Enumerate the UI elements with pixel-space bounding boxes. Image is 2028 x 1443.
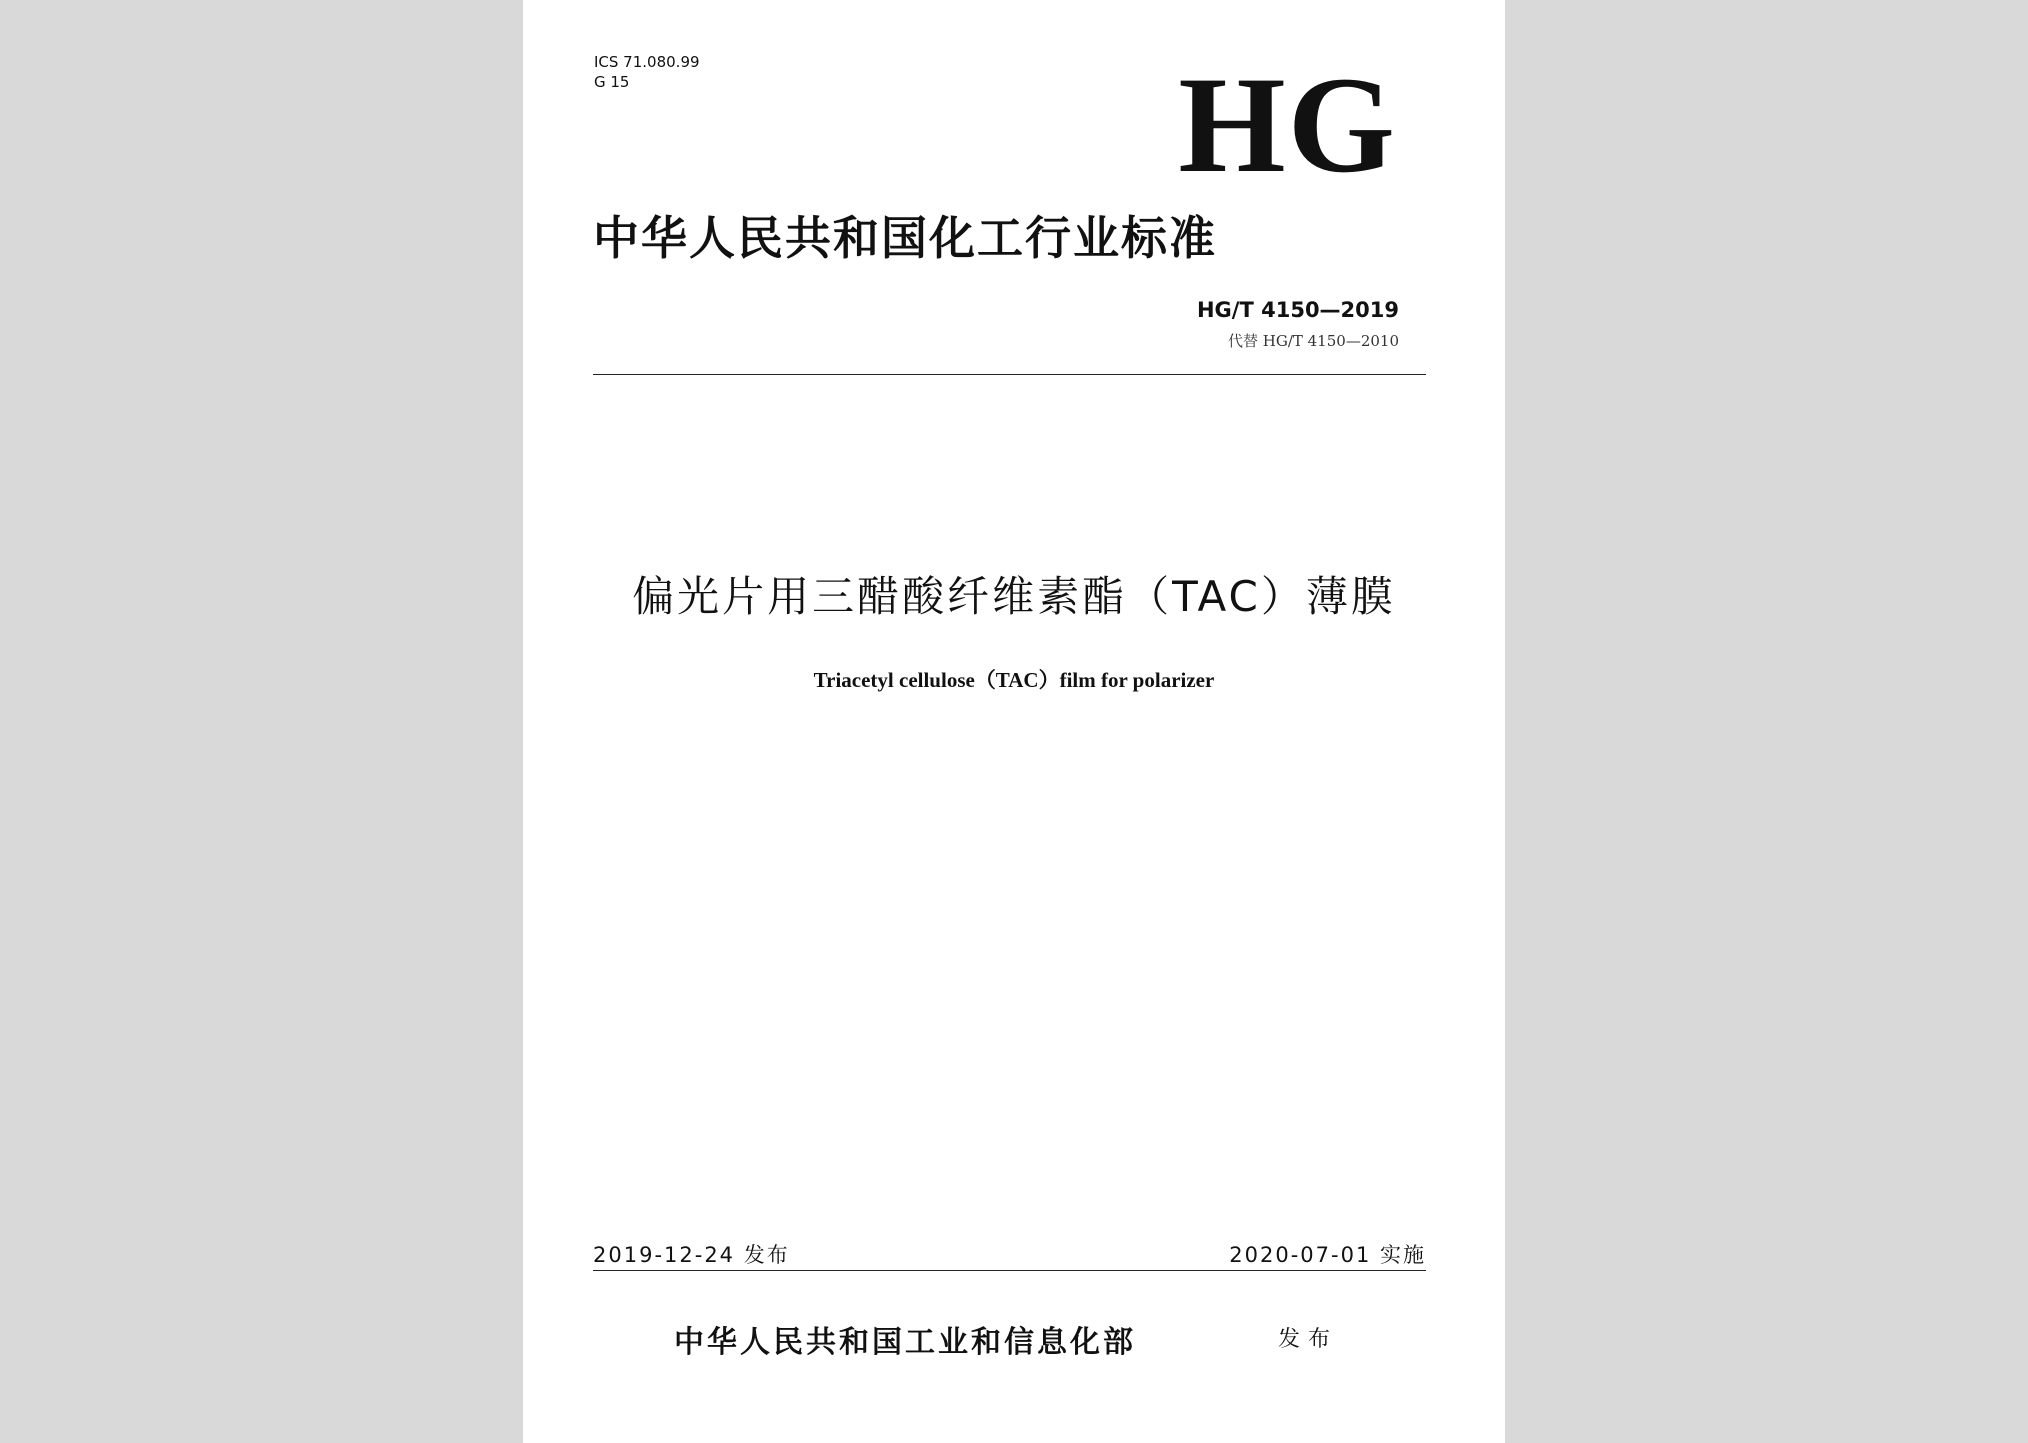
classification-codes <box>594 52 700 92</box>
standard-type-title: 中华人民共和国化工行业标准 <box>593 211 1217 265</box>
header-divider <box>593 374 1426 375</box>
publisher-name: 中华人民共和国工业和信息化部 <box>674 1325 1136 1360</box>
publisher-action: 发布 <box>1278 1327 1339 1352</box>
footer-divider <box>593 1270 1426 1271</box>
replaces-standard: 代替 HG/T 4150—2010 <box>1227 332 1399 350</box>
hg-logo: HG <box>1178 48 1397 201</box>
ics-code: ICS 71.080.99 <box>594 53 700 71</box>
implementation-date: 2020-07-01 实施 <box>1229 1243 1426 1267</box>
issue-date: 2019-12-24 发布 <box>593 1243 790 1267</box>
document-page <box>523 0 1505 1443</box>
standard-number: HG/T 4150—2019 <box>1196 298 1399 322</box>
document-title-chinese: 偏光片用三醋酸纤维素酯（TAC）薄膜 <box>632 572 1396 621</box>
document-title-english: Triacetyl cellulose（TAC）film for polarizer <box>813 668 1215 692</box>
ccs-code: G 15 <box>594 73 630 91</box>
